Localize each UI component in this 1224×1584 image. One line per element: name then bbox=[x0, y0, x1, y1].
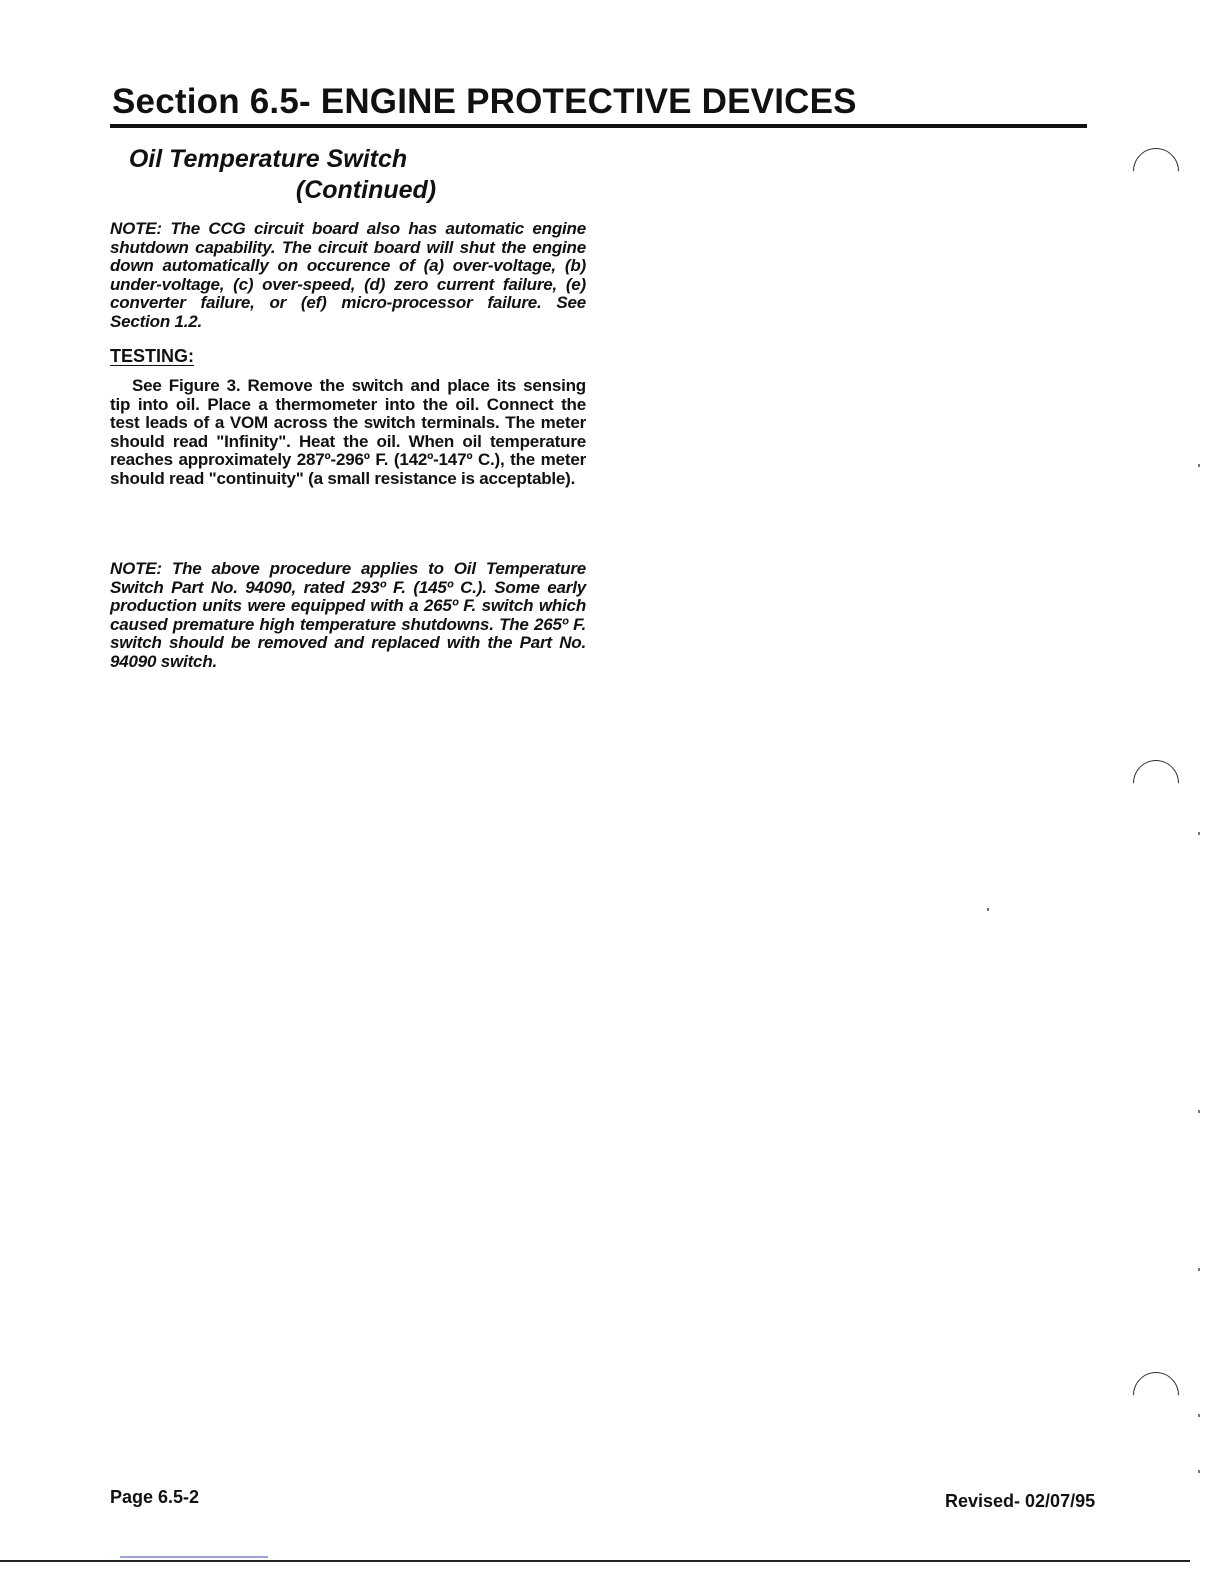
section-subtitle bbox=[110, 144, 586, 206]
subtitle-line-1: Oil Temperature Switch bbox=[128, 145, 408, 173]
note-circuit-board: NOTE: The CCG circuit board also has automatic engine shutdown capability. The circuit board will shut the engine down automatically on occurence of (a) over-voltage, (b) under-voltage, (c) over-speed, (d) zero current failure, (e) converter failure, or (ef) micro-processor failure. See Section 1.2. bbox=[110, 219, 586, 331]
bottom-rule-accent bbox=[120, 1556, 268, 1558]
title-rule bbox=[110, 124, 1087, 128]
scan-speck bbox=[987, 908, 989, 911]
binder-hole-mark-top bbox=[1123, 138, 1188, 203]
subtitle-line-2: (Continued) bbox=[295, 176, 437, 204]
note-part-number: NOTE: The above procedure applies to Oil Temperature Switch Part No. 94090, rated 293º F. (145º C.). Some early production units were equipped with a 265º F. switch which caused premature high temperature shutdowns. The 265º F. switch should be removed and replaced with the Part No. 94090 switch. bbox=[110, 559, 586, 671]
bottom-rule bbox=[0, 1560, 1190, 1562]
scan-speck bbox=[1198, 1470, 1200, 1473]
scan-speck bbox=[1198, 464, 1200, 467]
page-number: Page 6.5-2 bbox=[110, 1487, 200, 1507]
binder-hole-mark-middle bbox=[1123, 750, 1188, 815]
testing-procedure: See Figure 3. Remove the switch and place its sensing tip into oil. Place a thermometer into the oil. Connect the test leads of a VOM across the switch terminals. The meter should read "Infinity". Heat the oil. When oil temperature reaches approximately 287º-296º F. (142º-147º C.), the meter should read "continuity" (a small resistance is acceptable). bbox=[110, 376, 586, 488]
revision-date: Revised- 02/07/95 bbox=[945, 1491, 1096, 1511]
scan-speck bbox=[1198, 1268, 1200, 1271]
testing-heading: TESTING: bbox=[110, 346, 194, 366]
binder-hole-mark-bottom bbox=[1123, 1362, 1188, 1427]
scan-speck bbox=[1198, 832, 1200, 835]
scan-speck bbox=[1198, 1110, 1200, 1113]
page-title: Section 6.5- ENGINE PROTECTIVE DEVICES bbox=[112, 82, 857, 121]
scan-speck bbox=[1198, 1414, 1200, 1417]
